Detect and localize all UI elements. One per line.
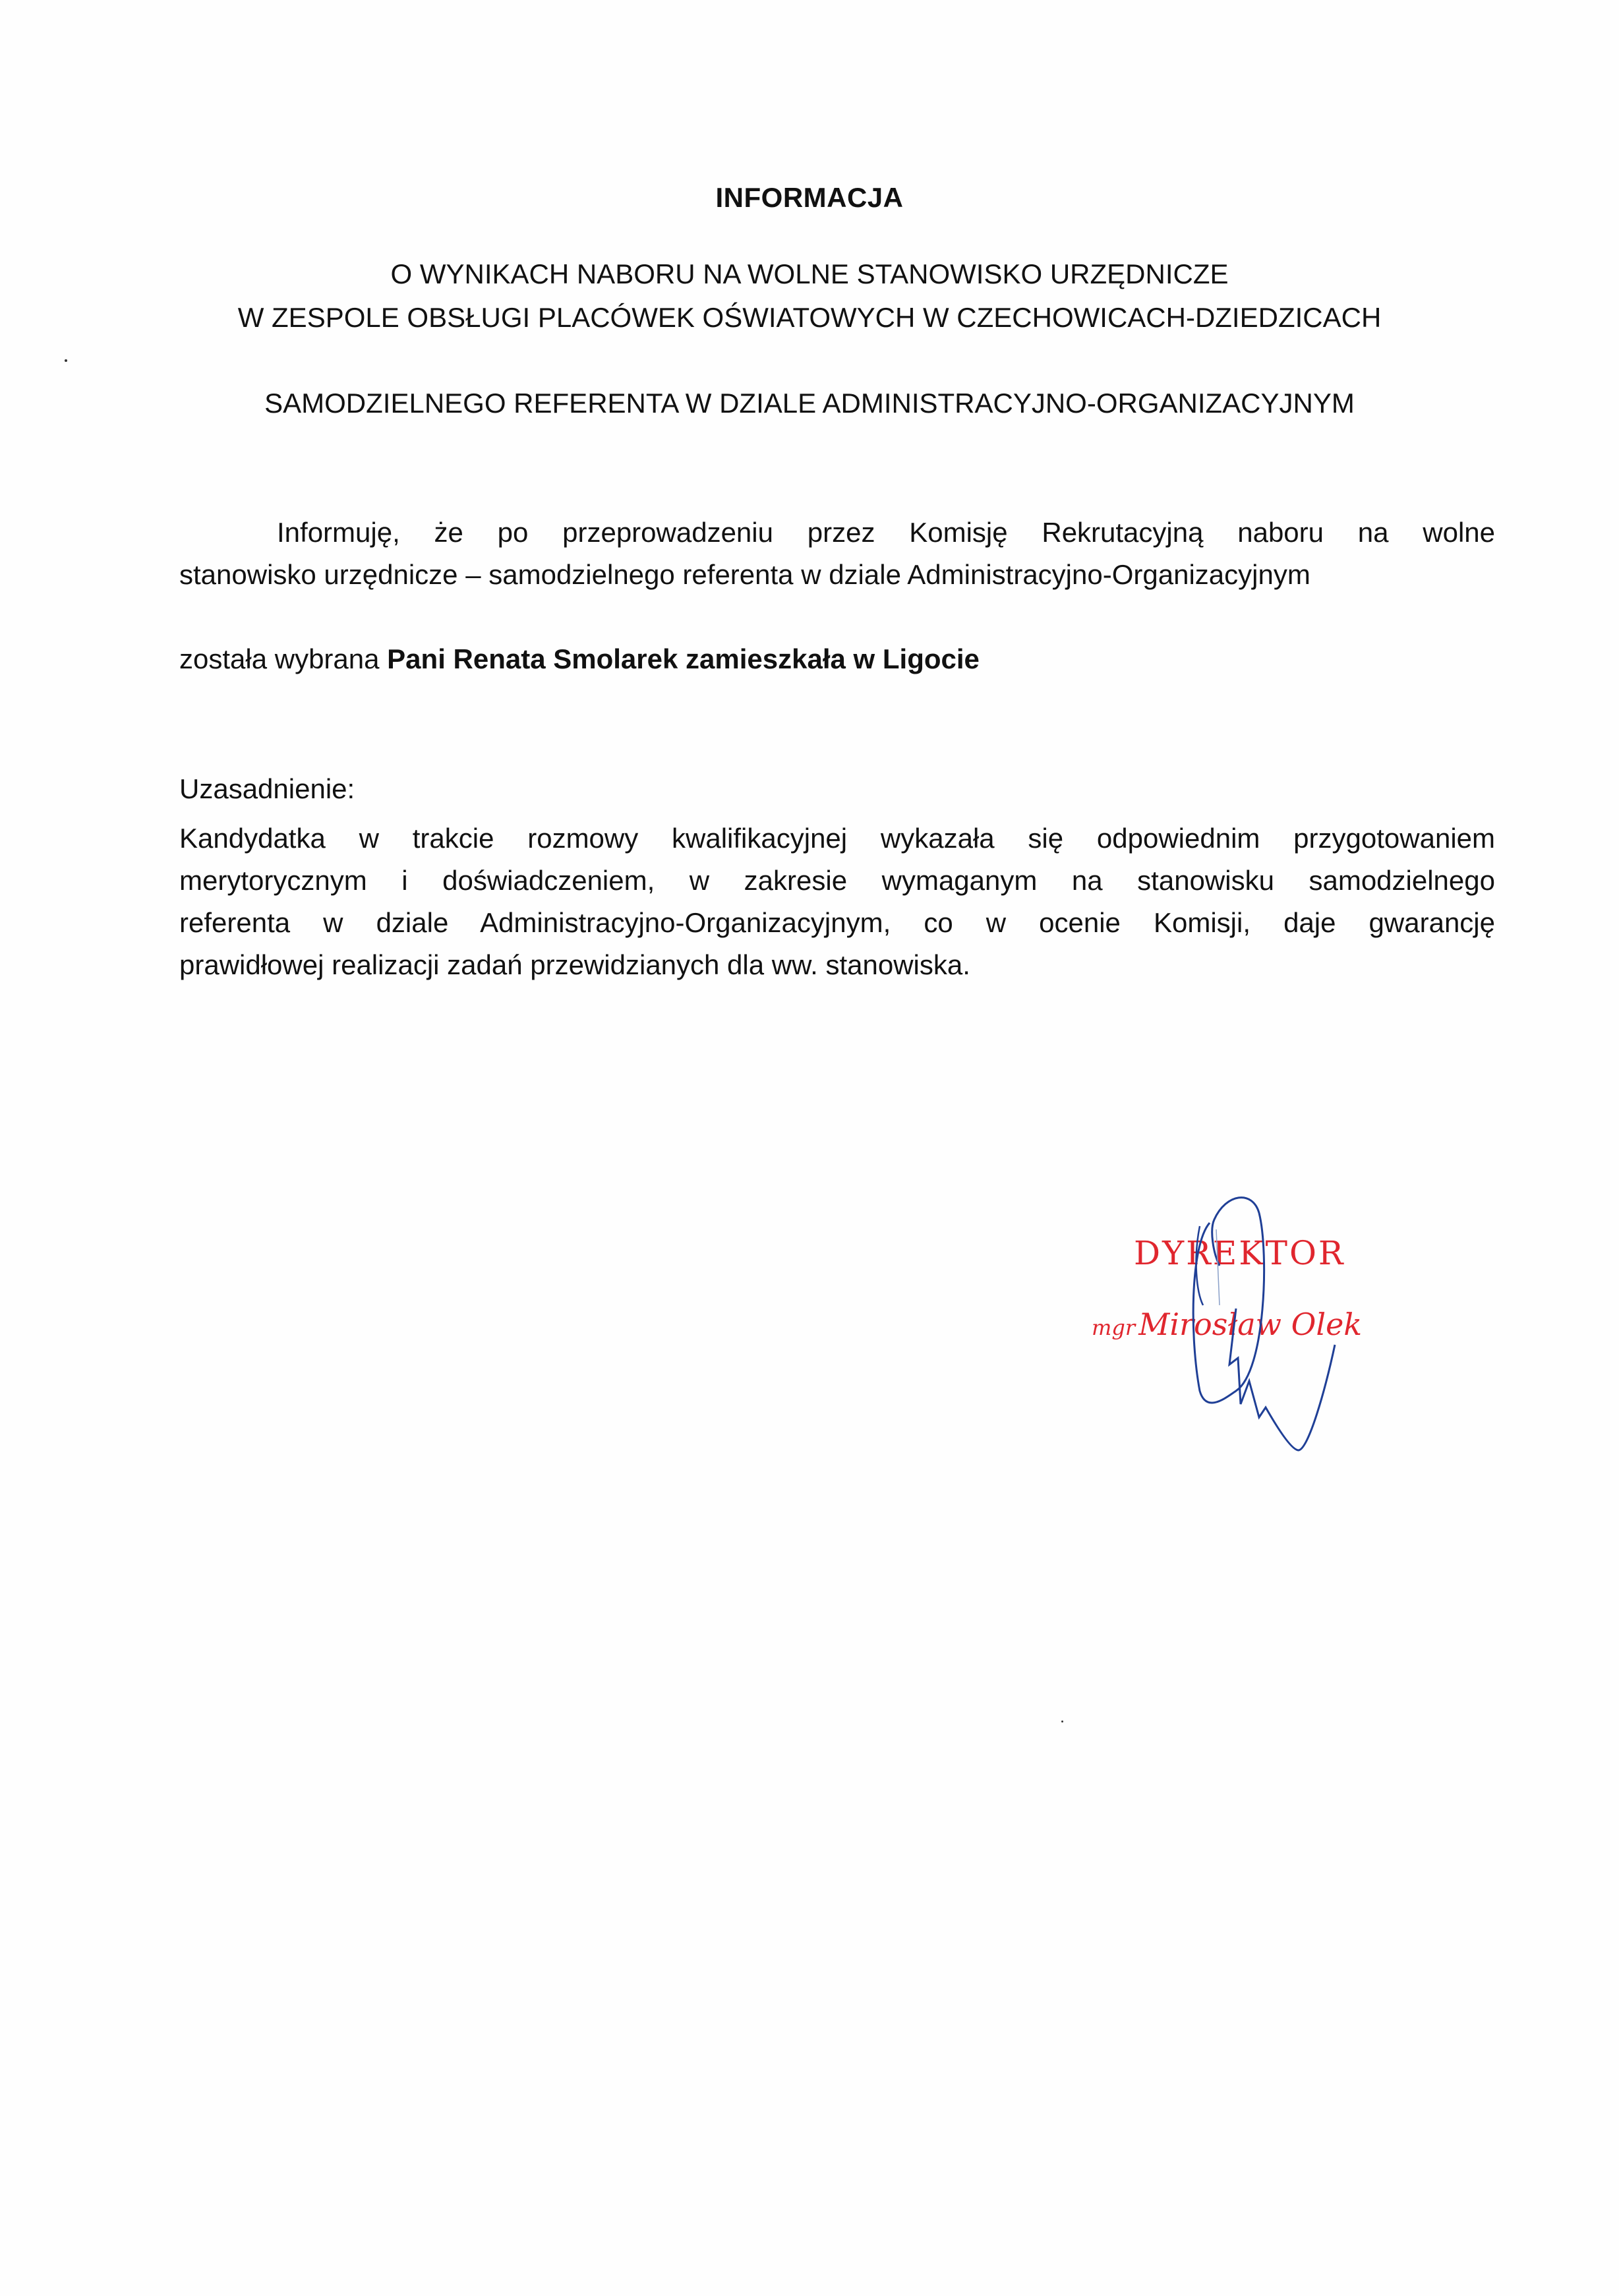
justification-line: merytorycznym i doświadczeniem, w zakresie wymaganym na stanowisku samodzielnego bbox=[179, 865, 1495, 896]
intro-line-1: Informuję, że po przeprowadzeniu przez Komisję Rekrutacyjną naboru na wolne bbox=[277, 517, 1495, 548]
position-line: SAMODZIELNEGO REFERENTA W DZIALE ADMINISTRACYJNO-ORGANIZACYJNYM bbox=[264, 388, 1355, 419]
stamp-person-name: Mirosław Olek bbox=[1138, 1307, 1363, 1342]
justification-line: prawidłowej realizacji zadań przewidzianych dla ww. stanowiska. bbox=[179, 949, 970, 980]
stamp-prefix: mgr bbox=[1092, 1315, 1136, 1340]
intro-line-2: stanowisko urzędnicze – samodzielnego referenta w dziale Administracyjno-Organizacyjnym bbox=[179, 559, 1310, 590]
justification-line: referenta w dziale Administracyjno-Organizacyjnym, co w ocenie Komisji, daje gwarancję bbox=[179, 907, 1495, 938]
selected-candidate: Pani Renata Smolarek zamieszkała w Ligocie bbox=[387, 643, 980, 674]
intro-paragraph bbox=[179, 512, 1495, 596]
justification-line: Kandydatka w trakcie rozmowy kwalifikacyjnej wykazała się odpowiednim przygotowaniem bbox=[179, 823, 1495, 854]
scan-speck bbox=[65, 359, 67, 362]
stamp-title: DYREKTOR bbox=[1134, 1234, 1345, 1272]
subtitle-line-2: W ZESPOLE OBSŁUGI PLACÓWEK OŚWIATOWYCH W CZECHOWICACH-DZIEDZICACH bbox=[237, 302, 1382, 333]
director-stamp bbox=[1068, 1173, 1411, 1477]
subtitle-line-1: O WYNIKACH NABORU NA WOLNE STANOWISKO URZĘDNICZE bbox=[390, 258, 1229, 289]
selection-paragraph bbox=[179, 638, 1495, 680]
document-title: INFORMACJA bbox=[715, 182, 904, 213]
justification-paragraph bbox=[179, 817, 1495, 986]
handwritten-signature-icon bbox=[1068, 1173, 1411, 1477]
scan-speck bbox=[1061, 1721, 1063, 1722]
justification-label: Uzasadnienie: bbox=[179, 773, 355, 804]
selection-prefix: została wybrana bbox=[179, 643, 388, 674]
